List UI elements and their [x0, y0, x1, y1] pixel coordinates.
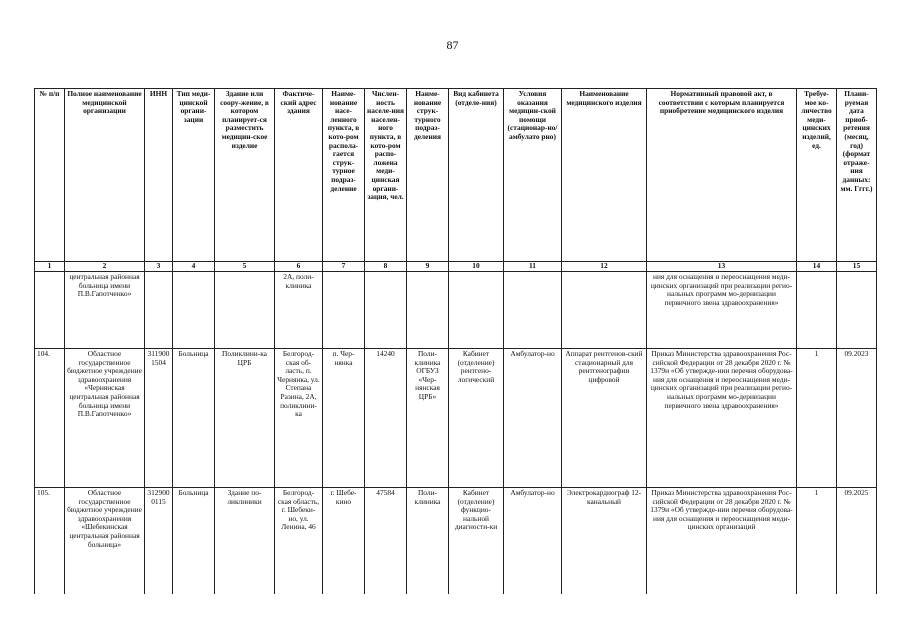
table-cell — [504, 272, 562, 349]
column-number: 9 — [407, 262, 449, 272]
table-cell: 2А, поли-клиника — [275, 272, 323, 349]
table-cell: Кабинет (отделение) функцио-нальной диагности-ки — [449, 488, 504, 595]
table-cell — [215, 272, 275, 349]
header-row — [35, 89, 877, 262]
column-number: 8 — [365, 262, 407, 272]
table-cell: Кабинет (отделение) рентгено-логический — [449, 349, 504, 488]
table-cell: Электрокардиограф 12-канальный — [562, 488, 647, 595]
table-cell: 105. — [35, 488, 65, 595]
table-cell — [323, 272, 365, 349]
table-cell: Белгород-ская область, г. Шебеки-но, ул. Ленина, 46 — [275, 488, 323, 595]
header-cell: Нормативный правовой акт, в соответствии с которым планируется приобретение медицинского изделия — [647, 89, 797, 262]
column-number: 7 — [323, 262, 365, 272]
header-cell: Числен-ность населе-ния населен-ного пункта, в кото-ром распо-ложена меди-цинская органи-зация, чел. — [365, 89, 407, 262]
table-cell: Поликлини-ка ЦРБ — [215, 349, 275, 488]
header-cell: Вид кабинета (отделе-ния) — [449, 89, 504, 262]
table-cell: г. Шебе-кино — [323, 488, 365, 595]
table-cell: Больница — [173, 488, 215, 595]
table-cell — [173, 272, 215, 349]
column-number-row — [35, 262, 877, 272]
table-cell: 1 — [797, 488, 837, 595]
table-cell: Больница — [173, 349, 215, 488]
table-cell: 1 — [797, 349, 837, 488]
column-number: 1 — [35, 262, 65, 272]
header-cell: Фактиче-ский адрес здания — [275, 89, 323, 262]
page-number: 87 — [446, 38, 459, 52]
column-number: 15 — [837, 262, 877, 272]
table-cell — [797, 272, 837, 349]
table-cell: Белгород-ская об-ласть, п. Чернянка, ул. Степана Разина, 2А, поликлини-ка — [275, 349, 323, 488]
table-cell: п. Чер-нянка — [323, 349, 365, 488]
table-cell: 09.2025 — [837, 488, 877, 595]
header-cell: Требуе-мое ко-личество меди-цинских изделий, ед. — [797, 89, 837, 262]
header-cell: Наиме-нование струк-турного подраз-деления — [407, 89, 449, 262]
table-cell: Приказ Министерства здравоохранения Рос-сийской Федерации от 28 декабря 2020 г. № 1379н «Об утвержде-нии перечня оборудова-ния для оснащения и переоснащения меди-цинских организаций — [647, 488, 797, 595]
table-row — [35, 488, 877, 595]
column-number: 3 — [145, 262, 173, 272]
column-number: 14 — [797, 262, 837, 272]
column-number: 11 — [504, 262, 562, 272]
table-cell: Амбулатор-но — [504, 349, 562, 488]
header-cell: Плани-руемая дата приоб-ретения (месяц, год) (формат отраже-ния данных: мм. Гггг.) — [837, 89, 877, 262]
header-cell: № п/п — [35, 89, 65, 262]
table-header — [35, 89, 877, 272]
table-cell: 14240 — [365, 349, 407, 488]
column-number: 13 — [647, 262, 797, 272]
table-cell — [365, 272, 407, 349]
table-cell: Амбулатор-но — [504, 488, 562, 595]
header-cell: Здание или соору-жение, в котором планирует-ся разместить медицин-ское изделие — [215, 89, 275, 262]
table-cell: 3129000115 — [145, 488, 173, 595]
table-row — [35, 349, 877, 488]
header-cell: Условия оказания медицин-ской помощи (стационар-но/амбулато рно) — [504, 89, 562, 262]
header-cell: Наименование медицинского изделия — [562, 89, 647, 262]
table-cell: Приказ Министерства здравоохранения Рос-сийской Федерации от 28 декабря 2020 г. № 1379н «Об утвержде-нии перечня оборудова-ния для оснащения и переоснащения меди-цинских организаций при реализации регио-нальных программ мо-дернизации первичного звена здравоохранения» — [647, 349, 797, 488]
table-cell: ния для оснащения и переоснащения меди-цинских организаций при реализации регио-нальных программ мо-дернизации первичного звена здравоохранения» — [647, 272, 797, 349]
column-number: 4 — [173, 262, 215, 272]
column-number: 2 — [65, 262, 145, 272]
column-number: 6 — [275, 262, 323, 272]
table-cell — [562, 272, 647, 349]
header-cell: Тип меди-цинской органи-зации — [173, 89, 215, 262]
table-row — [35, 272, 877, 349]
table-cell — [407, 272, 449, 349]
table-cell: 09.2023 — [837, 349, 877, 488]
table-cell — [145, 272, 173, 349]
table-cell: Здание по-ликлиники — [215, 488, 275, 595]
table-cell: центральная районная больница имени П.В.Гапотченко» — [65, 272, 145, 349]
header-cell: Полное наименование медицинской организации — [65, 89, 145, 262]
table-cell: 3119001504 — [145, 349, 173, 488]
column-number: 5 — [215, 262, 275, 272]
column-number: 12 — [562, 262, 647, 272]
equipment-table — [34, 88, 877, 594]
table-cell — [837, 272, 877, 349]
table-cell: Поли-клиника ОГБУЗ «Чер-нянская ЦРБ» — [407, 349, 449, 488]
table-cell: Областное государственное бюджетное учреждение здравоохранения «Чернянская центральная районная больница имени П.В.Гапотченко» — [65, 349, 145, 488]
table-body — [35, 272, 877, 595]
table-cell: 104. — [35, 349, 65, 488]
header-cell: ИНН — [145, 89, 173, 262]
table-cell — [449, 272, 504, 349]
table-cell: Поли-клиника — [407, 488, 449, 595]
column-number: 10 — [449, 262, 504, 272]
table-cell: Областное государственное бюджетное учреждение здравоохранения «Шебекинская центральная районная больница» — [65, 488, 145, 595]
table-cell: Аппарат рентгенов-ский стационарный для рентгенографии цифровой — [562, 349, 647, 488]
table-cell: 47584 — [365, 488, 407, 595]
header-cell: Наиме-нование насе-ленного пункта, в кото-ром распола-гается струк-турное подраз-деление — [323, 89, 365, 262]
table-cell — [35, 272, 65, 349]
